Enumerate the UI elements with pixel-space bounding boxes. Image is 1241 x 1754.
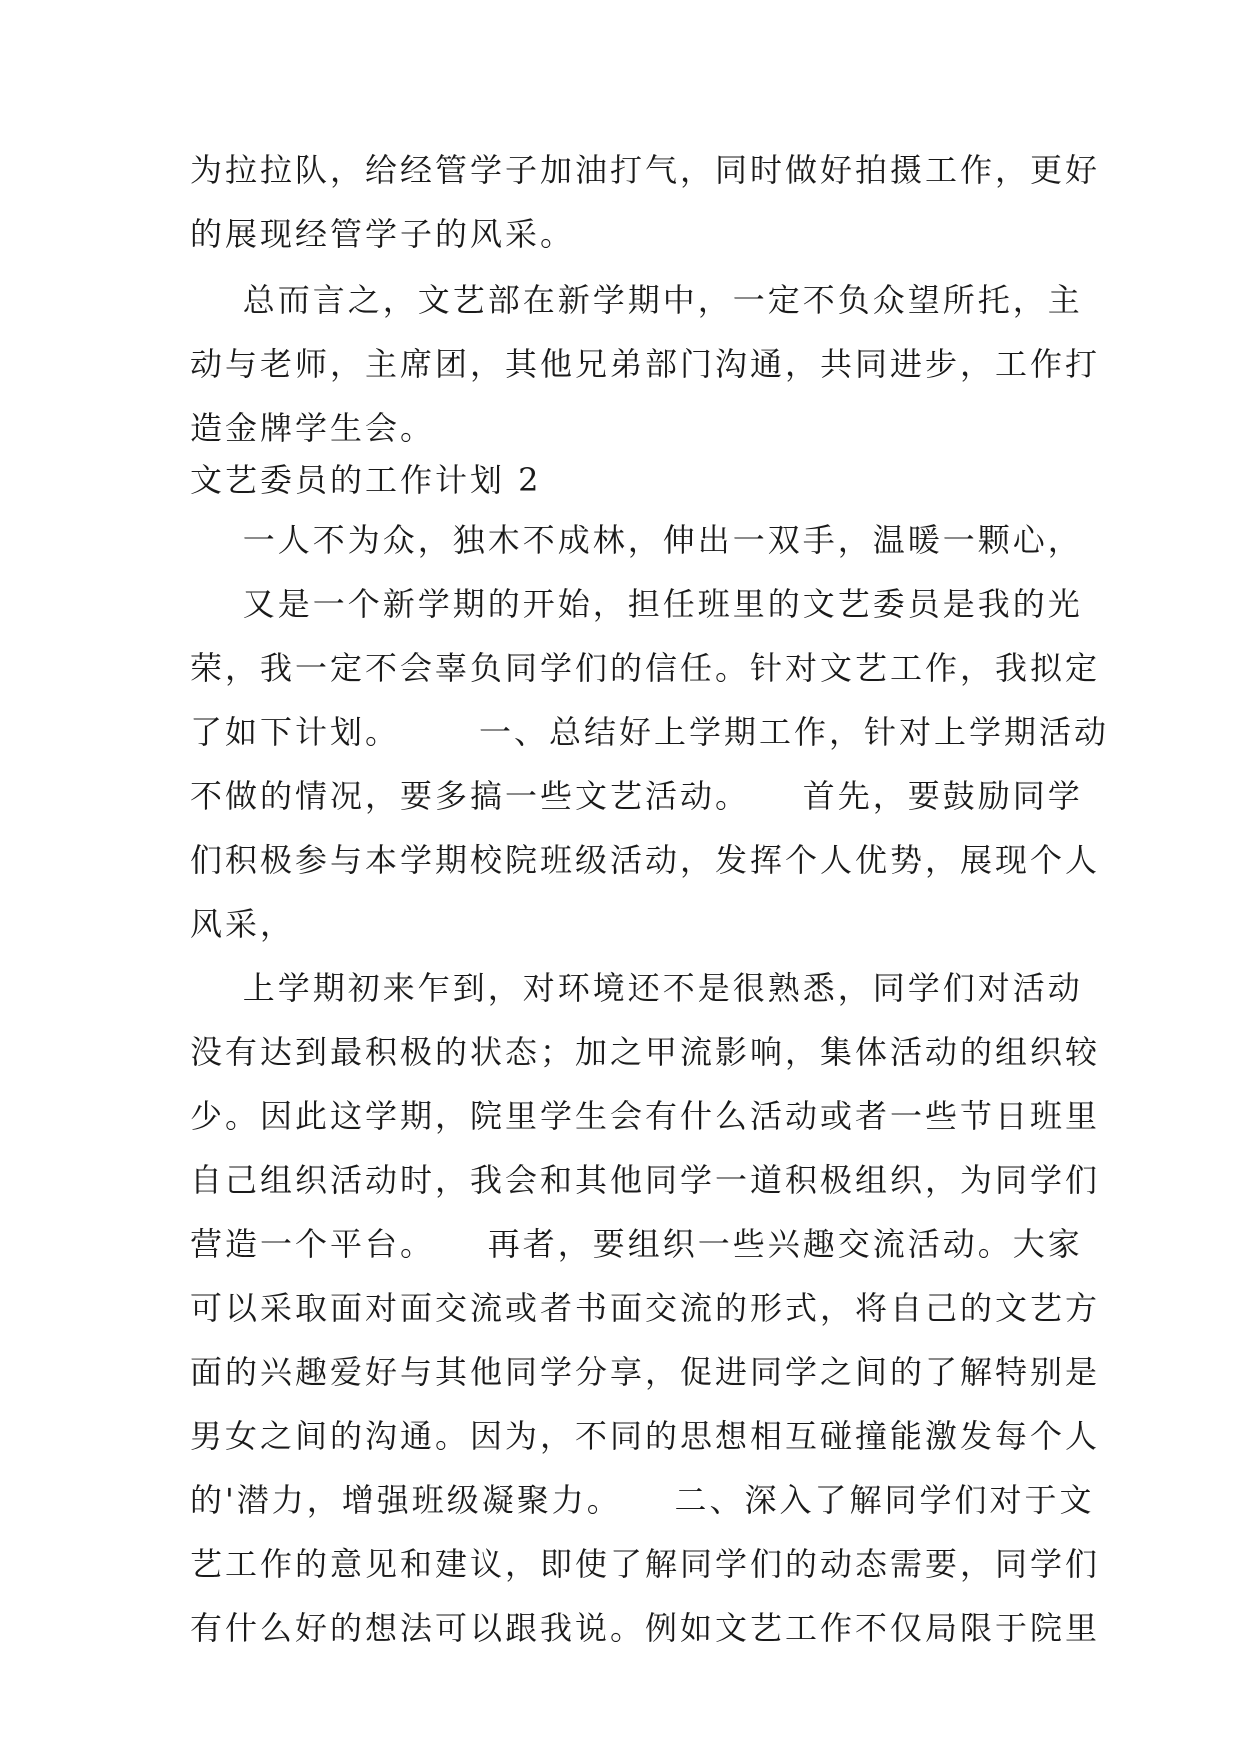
text-line: 不做的情况，要多搞一些文艺活动。 首先，要鼓励同学 (190, 777, 1083, 815)
text-line: 有什么好的想法可以跟我说。例如文艺工作不仅局限于院里 (190, 1609, 1101, 1647)
text-line: 风采， (190, 905, 296, 943)
text-line: 面的兴趣爱好与其他同学分享，促进同学之间的了解特别是 (190, 1353, 1101, 1391)
text-line: 荣，我一定不会辜负同学们的信任。针对文艺工作，我拟定 (190, 649, 1101, 687)
text-line: 为拉拉队，给经管学子加油打气，同时做好拍摄工作，更好 (190, 151, 1101, 189)
text-line: 可以采取面对面交流或者书面交流的形式，将自己的文艺方 (190, 1289, 1101, 1327)
text-line: 总而言之，文艺部在新学期中，一定不负众望所托，主 (190, 281, 1083, 319)
text-line: 男女之间的沟通。因为，不同的思想相互碰撞能激发每个人 (190, 1417, 1101, 1455)
text-line: 的展现经管学子的风采。 (190, 215, 576, 253)
section-heading: 文艺委员的工作计划 2 (190, 461, 542, 499)
text-line: 动与老师，主席团，其他兄弟部门沟通，共同进步，工作打 (190, 345, 1101, 383)
text-line: 没有达到最积极的状态；加之甲流影响，集体活动的组织较 (190, 1033, 1101, 1071)
text-line: 艺工作的意见和建议，即使了解同学们的动态需要，同学们 (190, 1545, 1101, 1583)
text-line: 少。因此这学期，院里学生会有什么活动或者一些节日班里 (190, 1097, 1101, 1135)
text-line: 上学期初来乍到，对环境还不是很熟悉，同学们对活动 (190, 969, 1083, 1007)
text-line: 了如下计划。 一、总结好上学期工作，针对上学期活动 (190, 713, 1110, 751)
text-line: 营造一个平台。 再者，要组织一些兴趣交流活动。大家 (190, 1225, 1083, 1263)
text-line: 的'潜力，增强班级凝聚力。 二、深入了解同学们对于文 (190, 1481, 1095, 1519)
text-line: 们积极参与本学期校院班级活动，发挥个人优势，展现个人 (190, 841, 1101, 879)
text-line: 一人不为众，独木不成林，伸出一双手，温暖一颗心， (190, 521, 1083, 559)
text-line: 造金牌学生会。 (190, 409, 436, 447)
text-line: 又是一个新学期的开始，担任班里的文艺委员是我的光 (190, 585, 1083, 623)
text-line: 自己组织活动时，我会和其他同学一道积极组织，为同学们 (190, 1161, 1101, 1199)
